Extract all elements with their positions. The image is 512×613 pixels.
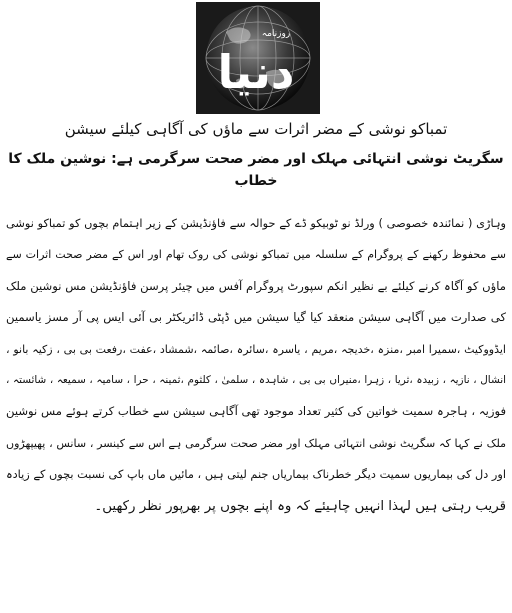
dunya-masthead-logo	[196, 2, 320, 114]
body-line: قریب رہتی ہیں لہذا انہیں چاہیئے کہ وہ اپنے بچوں پر بھرپور نظر رکھیں۔	[94, 498, 506, 514]
body-line: ایڈووکیٹ ،سمیرا امبر ،منزہ ،خدیجہ ،مریم ، یاسرہ ،سائرہ ،صائمہ ،شمشاد ،عفت ،رفعت بی بی ، زکیہ بانو ،	[6, 342, 506, 356]
body-line: وہاڑی ( نمائندہ خصوصی ) ورلڈ نو ٹوبیکو ڈے کے حوالہ سے فاؤنڈیشن کے زیر اہتمام بچوں کو تمباکو نوشی	[6, 217, 506, 230]
article-subheadline: سگریٹ نوشی انتہائی مہلک اور مضر صحت سرگرمی ہے: نوشین ملک کا خطاب	[8, 151, 504, 189]
masthead-title: دنیا	[217, 45, 295, 99]
article-headline: تمباکو نوشی کے مضر اثرات سے ماؤں کی آگاہی کیلئے سیشن	[64, 120, 448, 138]
body-line: اور دل کی بیماریوں سمیت دیگر خطرناک بیماریاں جنم لیتی ہیں ، مائیں ماں باپ کی نسبت بچوں کے زیادہ	[6, 468, 506, 482]
body-line: ماؤں کو آگاہ کرنے کیلئے بے نظیر انکم سپورٹ پروگرام آفس میں چیئر پرسن فاؤنڈیشن مس نوشین ملک	[6, 278, 506, 293]
globe-logo-icon	[196, 2, 320, 114]
body-line: انشال ، نازیہ ، زبیدہ ،ثریا ، زہرا ،منیراں بی بی ، شاہدہ ، سلمیٰ ، کلثوم ،ثمینہ ، حرا ، سامیہ ، سمیعہ ، شائستہ ،	[6, 373, 506, 386]
body-line: فوزیہ ، ہاجرہ سمیت خواتین کی کثیر تعداد موجود تھی آگاہی سیشن سے خطاب کرتے ہوئے مس نوشین	[6, 404, 506, 419]
article-body	[6, 208, 506, 522]
body-line: سے محفوظ رکھنے کے پروگرام کے سلسلہ میں تمباکو نوشی کی روک تھام اور اس کے مضر صحت اثرات سے	[6, 248, 506, 262]
masthead-small-label: روزنامہ	[261, 29, 291, 39]
body-line: ملک نے کہا کہ سگریٹ نوشی انتہائی مہلک اور مضر صحت سرگرمی ہے اس سے کینسر ، سانس ، پھیپھڑوں	[6, 436, 506, 450]
body-line: کی صدارت میں آگاہی سیشن منعقد کیا گیا سیشن میں ڈپٹی ڈائریکٹر بی آئی ایس پی آر مسز یاسمین	[6, 310, 506, 325]
